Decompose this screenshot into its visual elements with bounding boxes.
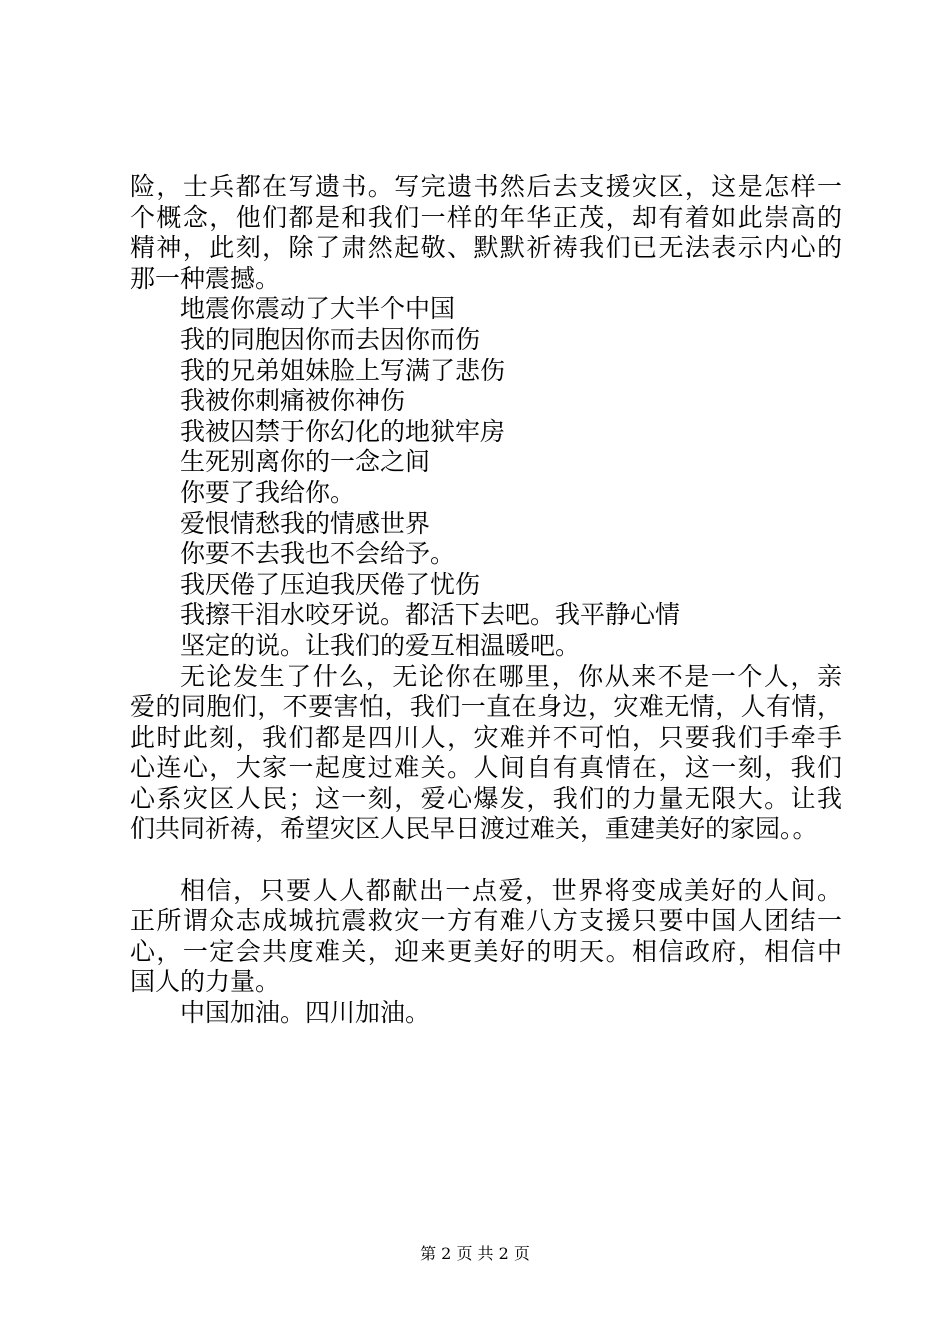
closing-line: 中国加油。四川加油。 (180, 998, 431, 1028)
text-line: 心连心，大家一起度过难关。人间自有真情在，这一刻，我们 (130, 753, 842, 783)
paragraph-belief (130, 876, 842, 998)
text-line: 相信，只要人人都献出一点爱，世界将变成美好的人间。 (180, 875, 842, 905)
poem-line: 你要不去我也不会给予。 (180, 539, 456, 569)
poem-line: 我被囚禁于你幻化的地狱牢房 (180, 416, 506, 446)
poem-line: 我厌倦了压迫我厌倦了忧伤 (180, 569, 481, 599)
page-number-footer: 第 2 页 共 2 页 (420, 1244, 530, 1263)
document-body (130, 172, 842, 1029)
poem-line: 你要了我给你。 (180, 477, 356, 507)
text-line: 无论发生了什么，无论你在哪里，你从来不是一个人，亲 (180, 661, 842, 691)
poem-line: 坚定的说。让我们的爱互相温暖吧。 (180, 630, 581, 660)
text-line: 爱的同胞们，不要害怕，我们一直在身边，灾难无情，人有情， (130, 692, 842, 722)
text-line: 心，一定会共度难关，迎来更美好的明天。相信政府，相信中 (130, 936, 842, 966)
poem-line: 我的同胞因你而去因你而伤 (180, 324, 481, 354)
poem-line: 爱恨情愁我的情感世界 (180, 508, 431, 538)
poem-line: 生死别离你的一念之间 (180, 447, 431, 477)
text-line: 心系灾区人民；这一刻，爱心爆发，我们的力量无限大。让我 (130, 783, 842, 813)
text-line: 个概念，他们都是和我们一样的年华正茂，却有着如此崇高的 (130, 202, 842, 232)
text-line: 们共同祈祷，希望灾区人民早日渡过难关，重建美好的家园。。 (130, 814, 818, 844)
text-line: 国人的力量。 (130, 967, 281, 997)
poem-line: 地震你震动了大半个中国 (180, 294, 456, 324)
paragraph-gap (130, 845, 842, 876)
poem-line: 我被你刺痛被你神伤 (180, 386, 406, 416)
text-line: 此时此刻，我们都是四川人，灾难并不可怕，只要我们手牵手 (130, 722, 842, 752)
paragraph-solidarity (130, 662, 842, 846)
poem (130, 294, 842, 661)
poem-line: 我的兄弟姐妹脸上写满了悲伤 (180, 355, 506, 385)
text-line: 正所谓众志成城抗震救灾一方有难八方支援只要中国人团结一 (130, 906, 842, 936)
text-line: 那一种震撼。 (130, 263, 281, 293)
paragraph-continuation (130, 172, 842, 294)
text-line: 险，士兵都在写遗书。写完遗书然后去支援灾区，这是怎样一 (130, 172, 842, 201)
text-line: 精神，此刻，除了肃然起敬、默默祈祷我们已无法表示内心的 (130, 233, 842, 263)
poem-line: 我擦干泪水咬牙说。都活下去吧。我平静心情 (180, 600, 681, 630)
